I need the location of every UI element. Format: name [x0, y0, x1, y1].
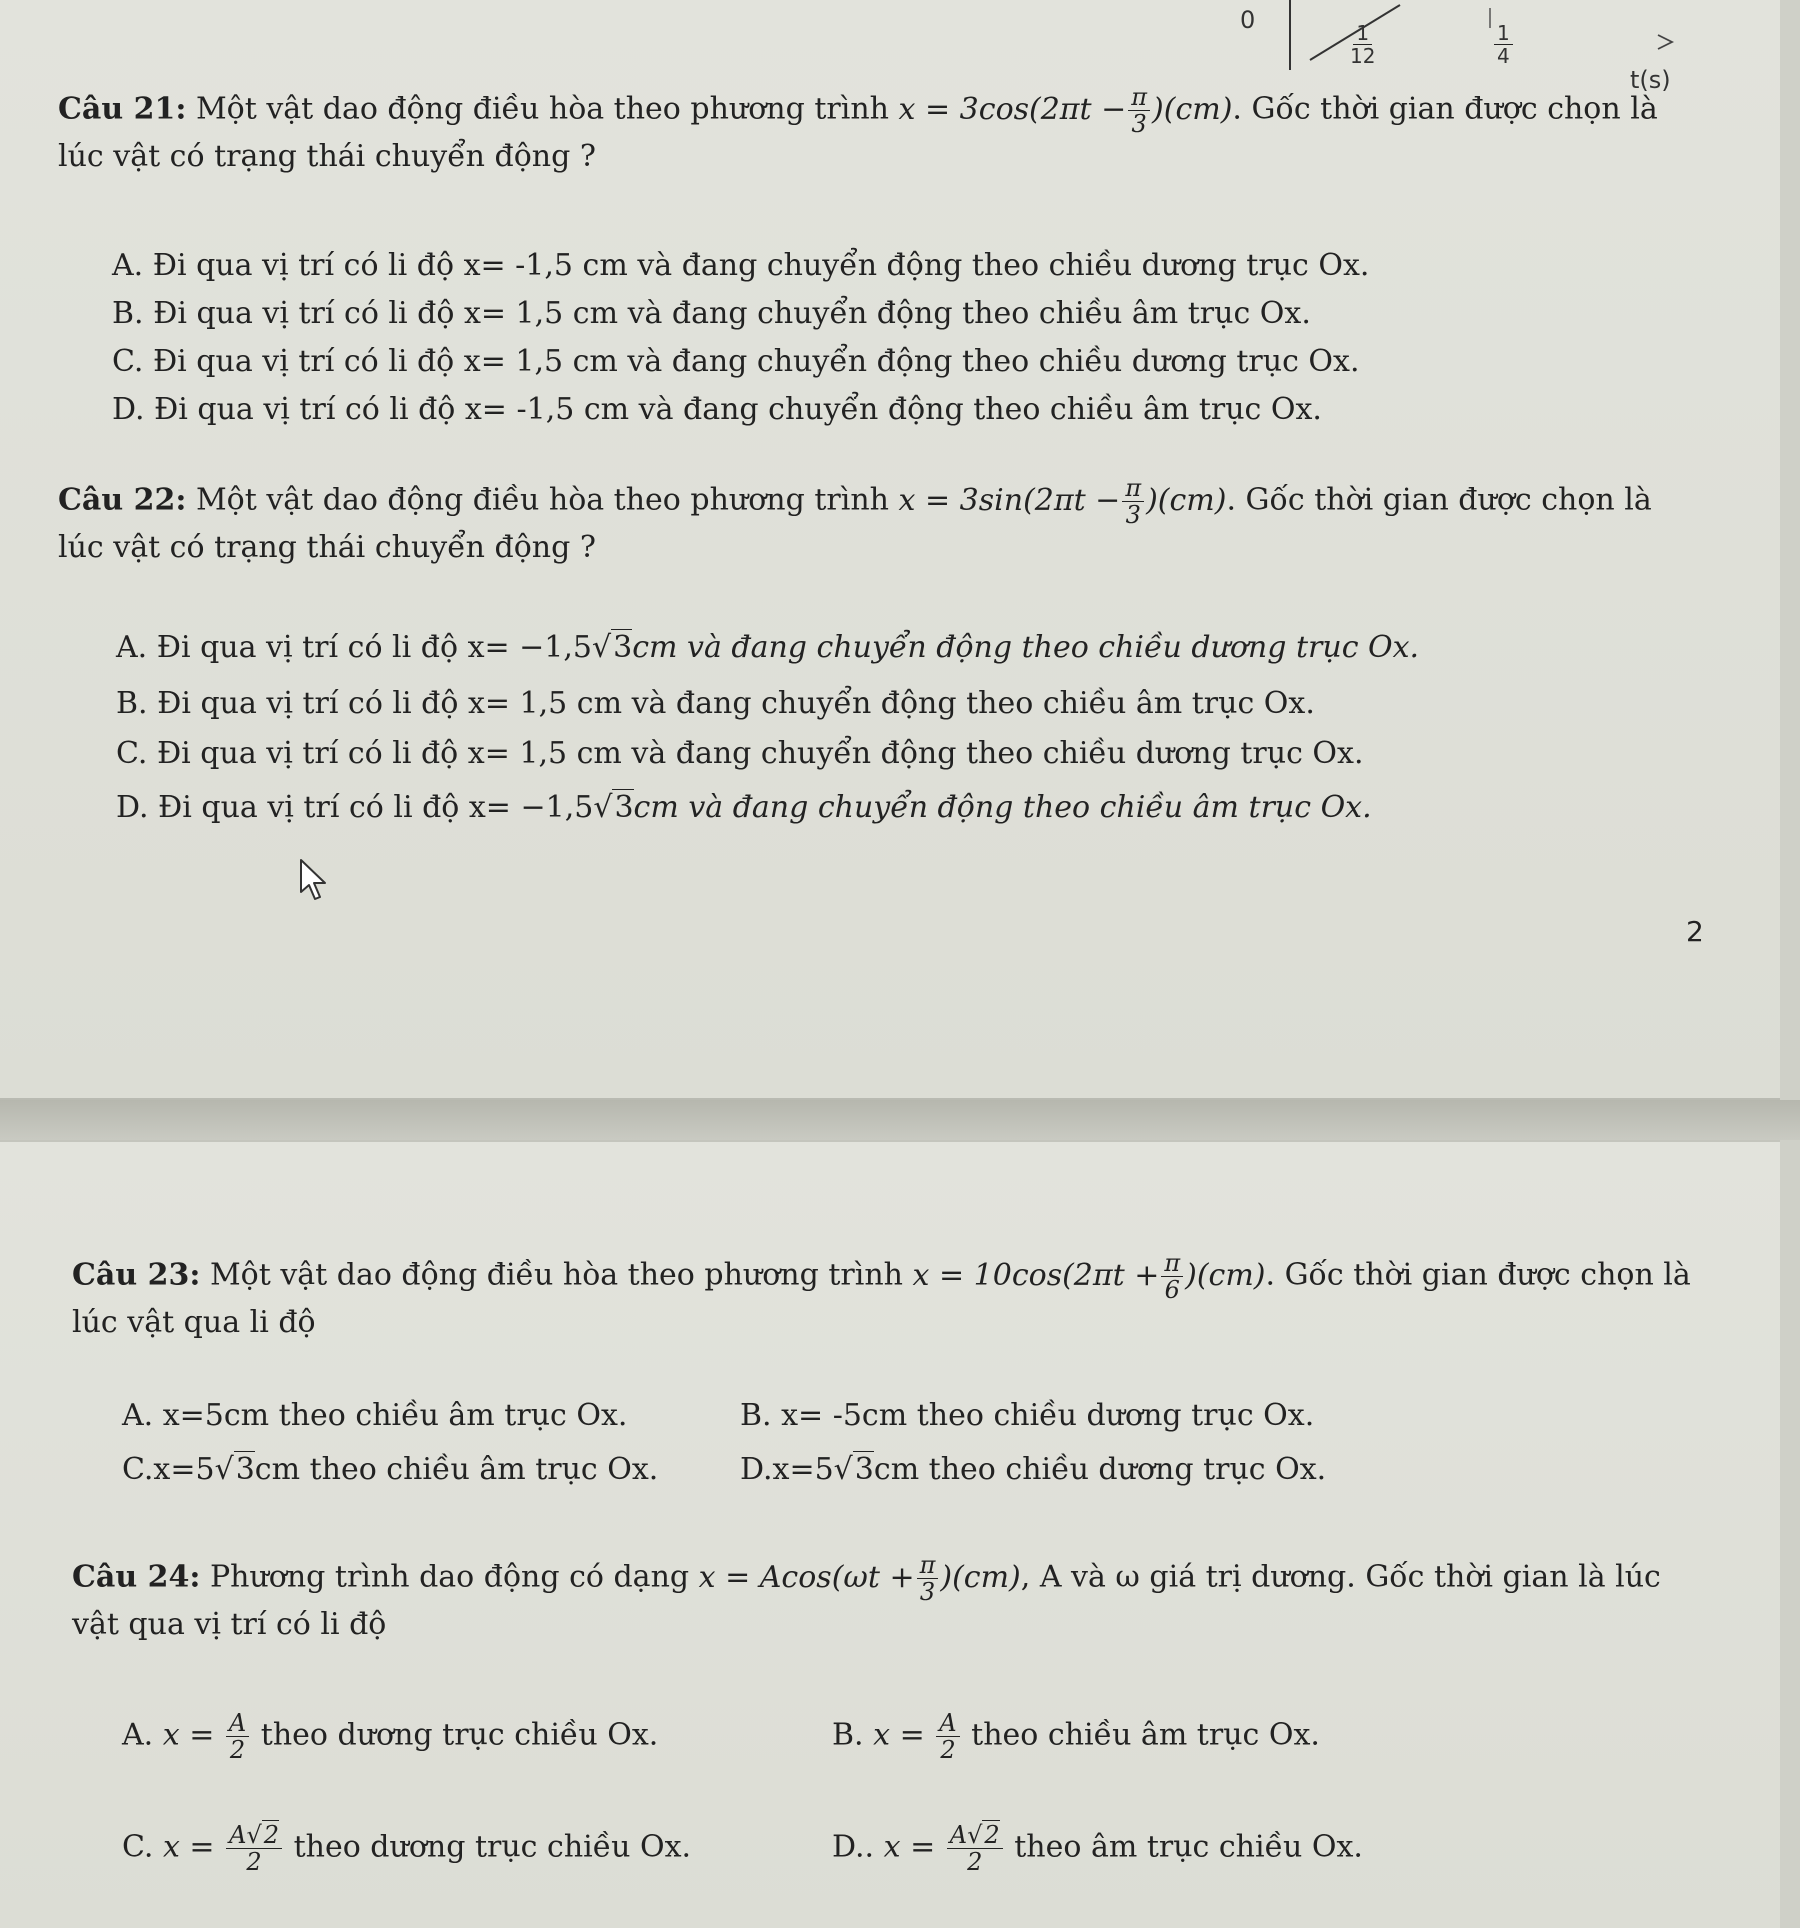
question-24-text: Phương trình dao động có dạng	[200, 1559, 699, 1595]
question-24-number: Câu 24:	[72, 1559, 201, 1595]
page-gap	[0, 1100, 1800, 1140]
graph-tick-label-1-12: $\frac{1}{12}$	[1350, 21, 1376, 68]
question-21-equation: x = 3cos(2πt − $\frac{\pi}{3}$ )(cm)	[898, 83, 1233, 138]
graph-axis-label: t(s)	[1630, 66, 1671, 94]
question-21-option-b[interactable]: B. Đi qua vị trí có li độ x= 1,5 cm và đang chuyển động theo chiều âm trục Ox.	[112, 296, 1311, 331]
mouse-cursor-icon	[298, 858, 332, 902]
question-21-option-c[interactable]: C. Đi qua vị trí có li độ x= 1,5 cm và đang chuyển động theo chiều dương trục Ox.	[112, 344, 1360, 379]
question-23-option-b[interactable]: B. x= -5cm theo chiều dương trục Ox.	[740, 1398, 1315, 1433]
question-21	[58, 84, 1698, 177]
question-24-equation: x = Acos(ωt + $\frac{\pi}{3}$ )(cm)	[698, 1551, 1021, 1606]
question-21-option-a[interactable]: A. Đi qua vị trí có li độ x= -1,5 cm và đang chuyển động theo chiều dương trục Ox.	[112, 248, 1370, 283]
question-23-option-c[interactable]: C.x=5√3cm theo chiều âm trục Ox.	[122, 1452, 659, 1487]
question-21-option-d[interactable]: D. Đi qua vị trí có li độ x= -1,5 cm và đang chuyển động theo chiều âm trục Ox.	[112, 392, 1322, 427]
question-23-text: Một vật dao động điều hòa theo phương trình	[200, 1257, 913, 1293]
graph-tick-label-1-4: $\frac{1}{4}$	[1494, 22, 1513, 67]
question-22-option-c[interactable]: C. Đi qua vị trí có li độ x= 1,5 cm và đang chuyển động theo chiều dương trục Ox.	[116, 736, 1364, 771]
question-22-text-end: . Gốc thời gian được chọn là lúc vật có trạng thái chuyển động ?	[58, 482, 1652, 565]
question-24-option-a[interactable]: A. x = $\frac{A}{2}$ theo dương trục chiều Ox.	[122, 1709, 659, 1764]
question-23-number: Câu 23:	[72, 1257, 201, 1293]
question-23-option-a[interactable]: A. x=5cm theo chiều âm trục Ox.	[122, 1398, 628, 1433]
question-22-text: Một vật dao động điều hòa theo phương trình	[186, 482, 899, 518]
question-24-option-d[interactable]: D.. x = $\frac{A√2}{2}$ theo âm trục chiều Ox.	[832, 1821, 1363, 1876]
question-22-option-a[interactable]: A. Đi qua vị trí có li độ x= −1,5√3cm và đang chuyển động theo chiều dương trục Ox.	[116, 630, 1420, 665]
question-22-equation: x = 3sin(2πt − $\frac{\pi}{3}$ )(cm)	[898, 474, 1227, 529]
graph-origin-label: 0	[1240, 6, 1256, 34]
question-23-option-d[interactable]: D.x=5√3cm theo chiều dương trục Ox.	[740, 1452, 1327, 1487]
graph-arrow-icon	[1658, 35, 1672, 49]
question-24-option-b[interactable]: B. x = $\frac{A}{2}$ theo chiều âm trục Ox.	[832, 1709, 1320, 1764]
question-23-text-end: . Gốc thời gian được chọn là lúc vật qua li độ	[72, 1257, 1691, 1340]
question-24	[72, 1552, 1692, 1645]
question-24-text-end: , A và ω giá trị dương. Gốc thời gian là lúc vật qua vị trí có li độ	[72, 1559, 1661, 1642]
question-24-option-c[interactable]: C. x = $\frac{A√2}{2}$ theo dương trục chiều Ox.	[122, 1821, 692, 1876]
question-22-option-b[interactable]: B. Đi qua vị trí có li độ x= 1,5 cm và đang chuyển động theo chiều âm trục Ox.	[116, 686, 1315, 721]
question-23	[72, 1250, 1692, 1343]
question-22-number: Câu 22:	[58, 482, 187, 518]
question-21-number: Câu 21:	[58, 91, 187, 127]
page-number: 2	[1686, 915, 1704, 948]
question-21-text-end: . Gốc thời gian được chọn là lúc vật có trạng thái chuyển động ?	[58, 91, 1658, 174]
question-22-option-d[interactable]: D. Đi qua vị trí có li độ x= −1,5√3cm và đang chuyển động theo chiều âm trục Ox.	[116, 790, 1372, 825]
question-23-equation: x = 10cos(2πt + $\frac{\pi}{6}$ )(cm)	[912, 1249, 1266, 1304]
question-22	[58, 475, 1698, 568]
question-21-text: Một vật dao động điều hòa theo phương trình	[186, 91, 899, 127]
